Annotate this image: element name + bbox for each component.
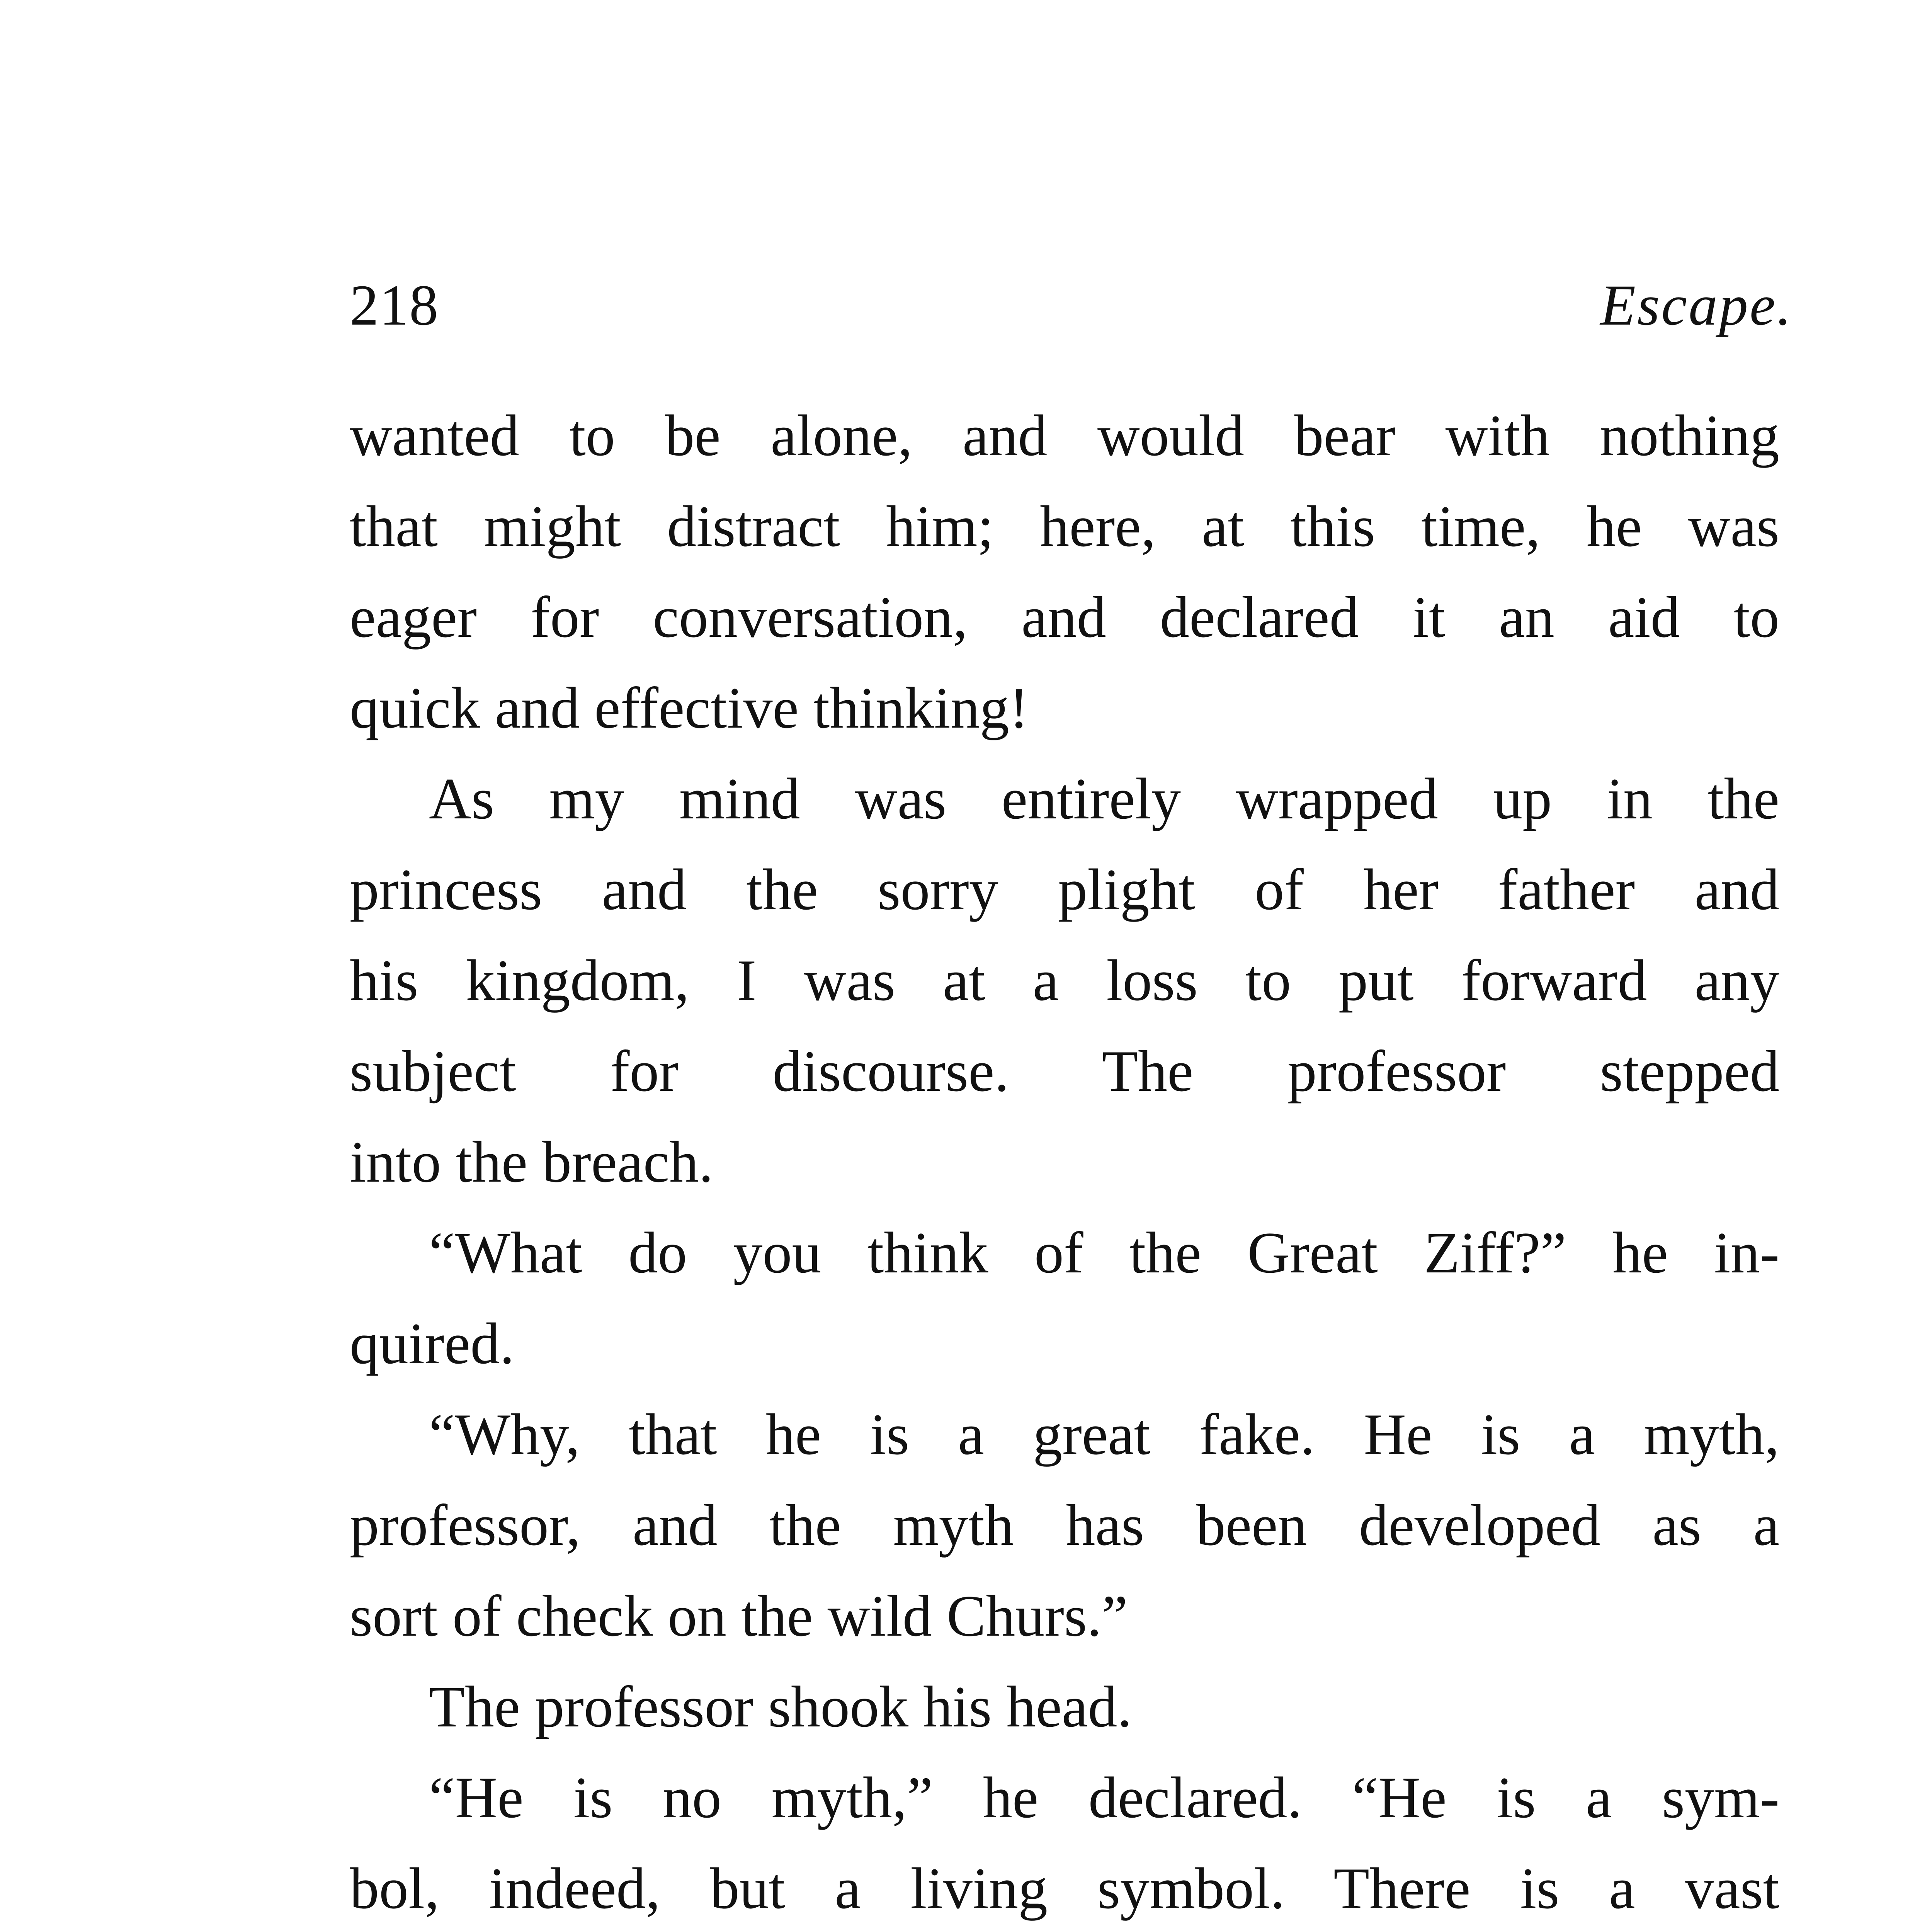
running-title: Escape. <box>1600 273 1793 337</box>
text-line: subject for discourse. The professor stepped <box>350 1039 1779 1104</box>
text-line: As my mind was entirely wrapped up in the <box>429 766 1779 831</box>
text-line: “Why, that he is a great fake. He is a myth, <box>429 1402 1779 1467</box>
text-line: into the breach. <box>350 1129 714 1194</box>
text-line: princess and the sorry plight of her father and <box>350 857 1779 922</box>
text-line: sort of check on the wild Churs.” <box>350 1583 1128 1648</box>
text-line: The professor shook his head. <box>429 1674 1132 1739</box>
text-line: wanted to be alone, and would bear with nothing <box>350 403 1779 468</box>
text-line: eager for conversation, and declared it an aid to <box>350 585 1779 650</box>
text-line: “He is no myth,” he declared. “He is a sym- <box>429 1765 1779 1830</box>
body-text <box>350 390 1779 1932</box>
text-line: bol, indeed, but a living symbol. There is a vast <box>350 1856 1779 1921</box>
text-line: “What do you think of the Great Ziff?” he in- <box>429 1220 1779 1285</box>
text-line: quired. <box>350 1311 515 1376</box>
text-line: quick and effective thinking! <box>350 675 1029 740</box>
text-line: his kingdom, I was at a loss to put forward any <box>350 948 1779 1013</box>
page-number: 218 <box>350 273 439 337</box>
text-line: that might distract him; here, at this time, he was <box>350 494 1779 559</box>
text-line: professor, and the myth has been developed as a <box>350 1493 1779 1558</box>
